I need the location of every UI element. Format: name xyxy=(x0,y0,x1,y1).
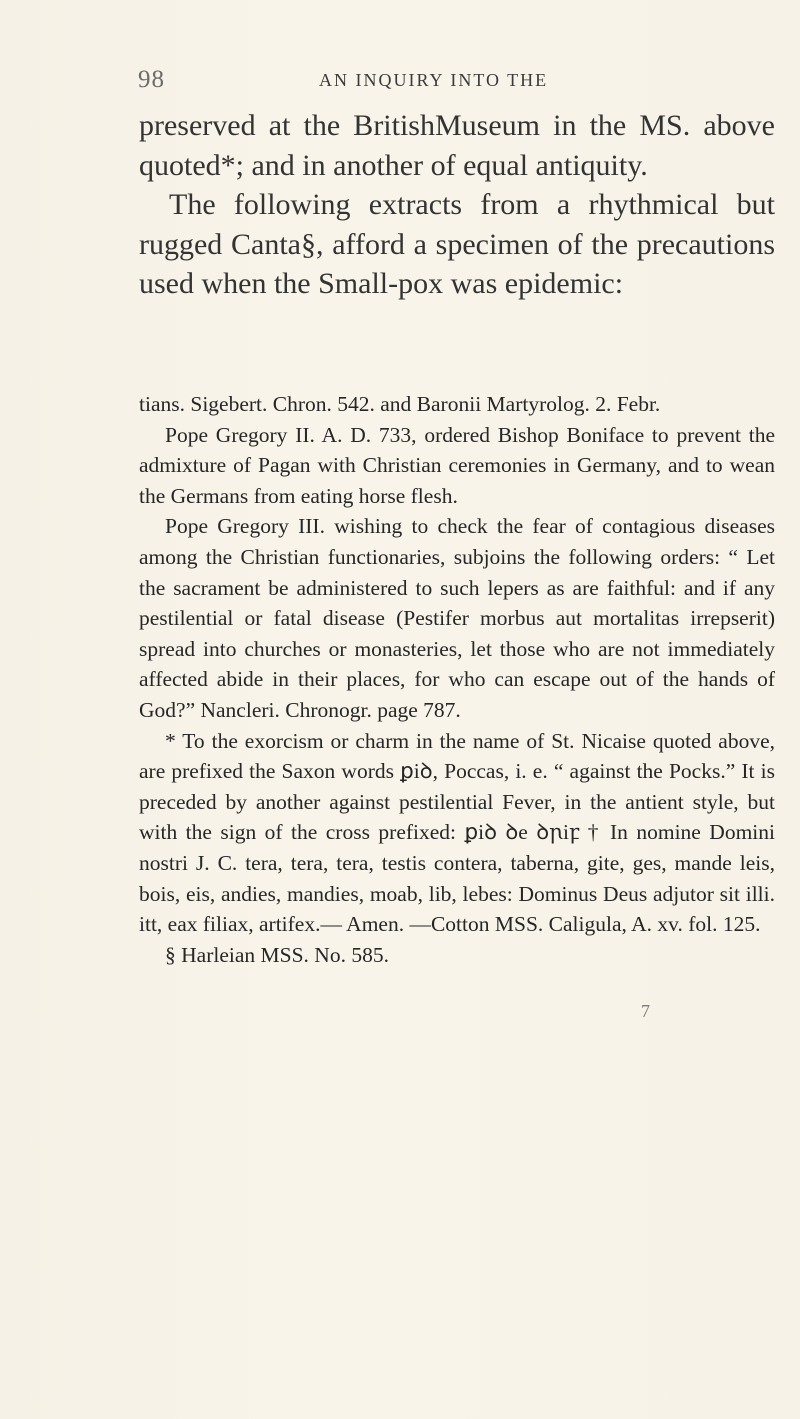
main-paragraph-1: preserved at the BritishMuseum in the MS. above quoted*; and in another of equal antiquity. xyxy=(139,109,775,182)
running-head: AN INQUIRY INTO THE xyxy=(319,70,549,90)
footnote-harleian: § Harleian MSS. No. 585. xyxy=(165,942,389,967)
footnote-exorcism: * To the exorcism or charm in the name of St. Nicaise quoted above, are prefixed the Saxon words ꝑiꝺ, Poccas, i. e. “ against the Pocks.” It is preceded by another against pestilential Fever, in the antient style, but with the sign of the cross prefixed: ꝑiꝺ ꝺe ꝺꞃiꝼ † In nomine Domini nostri J. C. tera, tera, tera, testis contera, taberna, gite, ges, mande leis, bois, eis, andies, mandies, moab, lib, lebes: Dominus Deus adjutor sit illi. itt, eax filiax, artifex.— Amen. —Cotton MSS. Caligula, A. xv. fol. 125. xyxy=(139,728,775,937)
page-number: 98 xyxy=(138,66,165,93)
footnotes xyxy=(139,389,775,970)
signature-mark: 7 xyxy=(641,1001,650,1021)
main-text xyxy=(139,106,775,304)
page-header xyxy=(138,66,772,94)
footnote-gregory-iii: Pope Gregory III. wishing to check the fear of contagious diseases among the Christian functionaries, subjoins the following orders: “ Let the sacrament be administered to such lepers as are faithful: and if any pestilential or fatal disease (Pestifer morbus aut mortalitas irrepserit) spread into churches or monasteries, let those who are not immediately affected abide in their places, for who can escape out of the hands of God?” Nancleri. Chronogr. page 787. xyxy=(139,514,775,722)
main-paragraph-2: The following extracts from a rhythmical but rugged Canta§, afford a specimen of the precautions used when the Small-pox was epidemic: xyxy=(139,188,775,300)
footnote-continuation: tians. Sigebert. Chron. 542. and Baronii Martyrolog. 2. Febr. xyxy=(139,392,661,416)
footnote-gregory-ii: Pope Gregory II. A. D. 733, ordered Bishop Boniface to prevent the admixture of Pagan with Christian ceremonies in Germany, and to wean the Germans from eating horse flesh. xyxy=(139,422,775,508)
